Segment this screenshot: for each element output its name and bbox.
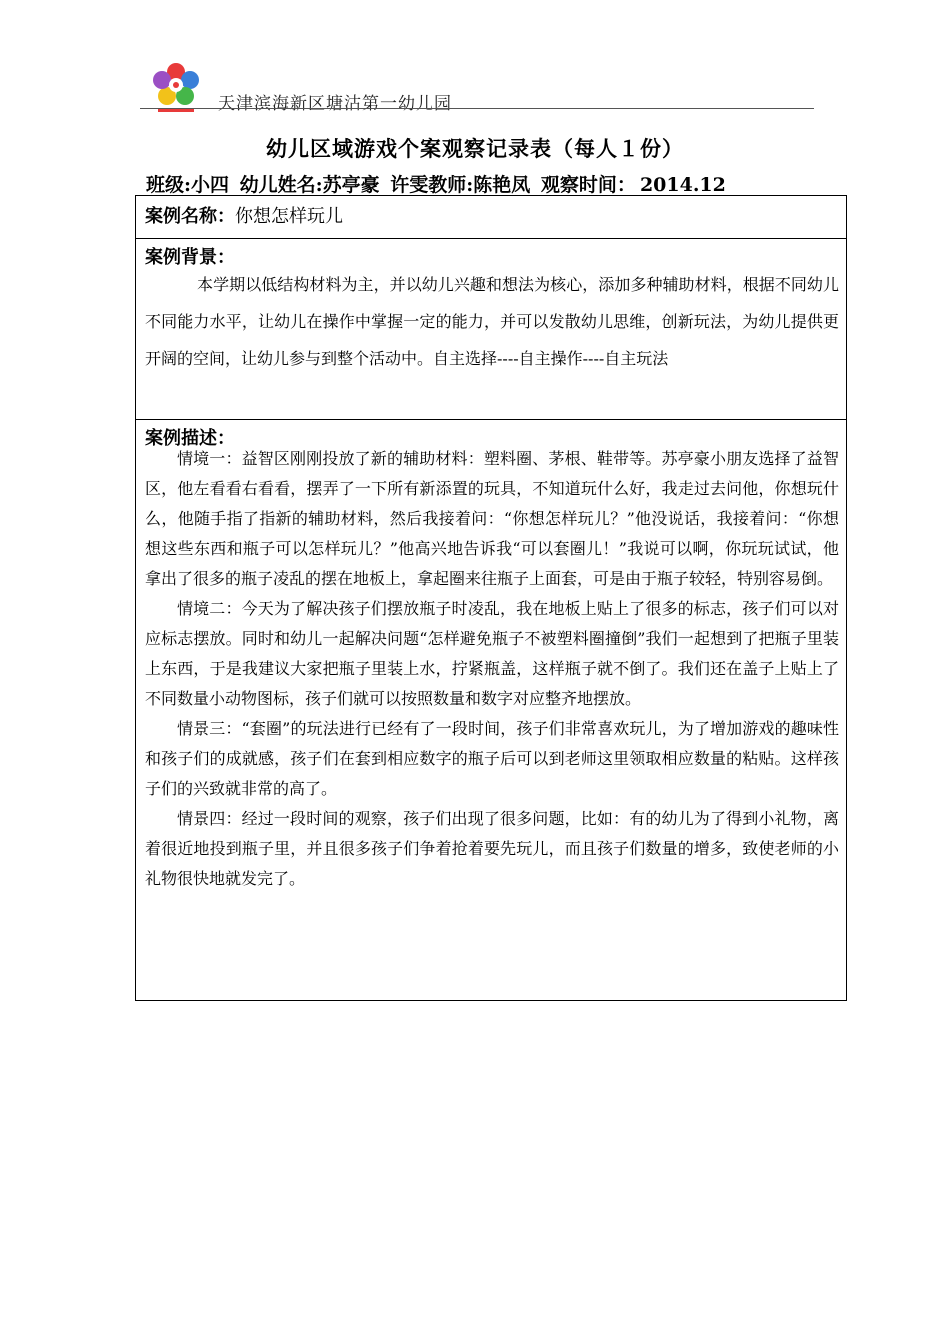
- observation-time-label: 观察时间：: [540, 174, 636, 196]
- case-description-paragraph: 情境二：今天为了解决孩子们摆放瓶子时凌乱，我在地板上贴上了很多的标志，孩子们可以对应标志摆放。同时和幼儿一起解决问题“怎样避免瓶子不被塑料圈撞倒”我们一起想到了把瓶子里装上东西，于是我建议大家把瓶子里装上水，拧紧瓶盖，这样瓶子就不倒了。我们还在盖子上贴上了不同数量小动物图标，孩子们就可以按照数量和数字对应整齐地摆放。: [145, 599, 839, 708]
- case-name-value: 你想怎样玩儿: [235, 206, 343, 227]
- case-description-paragraph: 情境一：益智区刚刚投放了新的辅助材料：塑料圈、茅根、鞋带等。苏亭豪小朋友选择了益智区，他左看看右看看，摆弄了一下所有新添置的玩具，不知道玩什么好，我走过去问他，你想玩什么，他随手指了指新的辅助材料，然后我接着问：“你想怎样玩儿？”他没说话，我接着问：“你想想这些东西和瓶子可以怎样玩儿？”他高兴地告诉我“可以套圈儿！”我说可以啊，你玩玩试试，他拿出了很多的瓶子凌乱的摆在地板上，拿起圈来往瓶子上面套，可是由于瓶子较轻，特别容易倒。: [145, 449, 839, 588]
- class-label: 班级:小四: [146, 174, 230, 196]
- case-description-paragraph: 情景四：经过一段时间的观察，孩子们出现了很多问题，比如：有的幼儿为了得到小礼物，离着很近地投到瓶子里，并且很多孩子们争着抢着要先玩儿，而且孩子们数量的增多，致使老师的小礼物很快地就发完了。: [145, 809, 839, 888]
- page-title: 幼儿区域游戏个案观察记录表（每人１份）: [266, 136, 684, 161]
- case-background-text: 本学期以低结构材料为主，并以幼儿兴趣和想法为核心，添加多种辅助材料，根据不同幼儿不同能力水平，让幼儿在操作中掌握一定的能力，并可以发散幼儿思维，创新玩法，为幼儿提供更开阔的空间，让幼儿参与到整个活动中。自主选择----自主操作----自主玩法: [145, 275, 839, 368]
- teacher-label: 许雯教师:陈艳凤: [390, 174, 531, 196]
- case-name-row: [136, 196, 846, 239]
- case-background-label: 案例背景：: [145, 247, 235, 268]
- school-logo-icon: [146, 58, 206, 114]
- case-background-row: [136, 239, 846, 420]
- child-name-label: 幼儿姓名:苏亭豪: [239, 174, 380, 196]
- case-description-body: [145, 444, 839, 894]
- case-description-paragraph: 情景三：“套圈”的玩法进行已经有了一段时间，孩子们非常喜欢玩儿，为了增加游戏的趣味性和孩子们的成就感，孩子们在套到相应数字的瓶子后可以到老师这里领取相应数量的粘贴。这样孩子们的兴致就非常的高了。: [145, 719, 839, 798]
- case-background-text-block: [145, 266, 839, 377]
- case-description-label: 案例描述：: [145, 428, 235, 449]
- observation-meta: [146, 170, 826, 197]
- school-name: 天津滨海新区塘沽第一幼儿园: [218, 94, 452, 114]
- case-name-label: 案例名称：: [145, 206, 235, 227]
- case-description-row: [136, 420, 846, 1000]
- observation-time-value: 2014.12: [639, 174, 726, 196]
- header-divider: [140, 108, 814, 109]
- case-name-field: [145, 202, 343, 228]
- observation-table: [135, 195, 847, 1001]
